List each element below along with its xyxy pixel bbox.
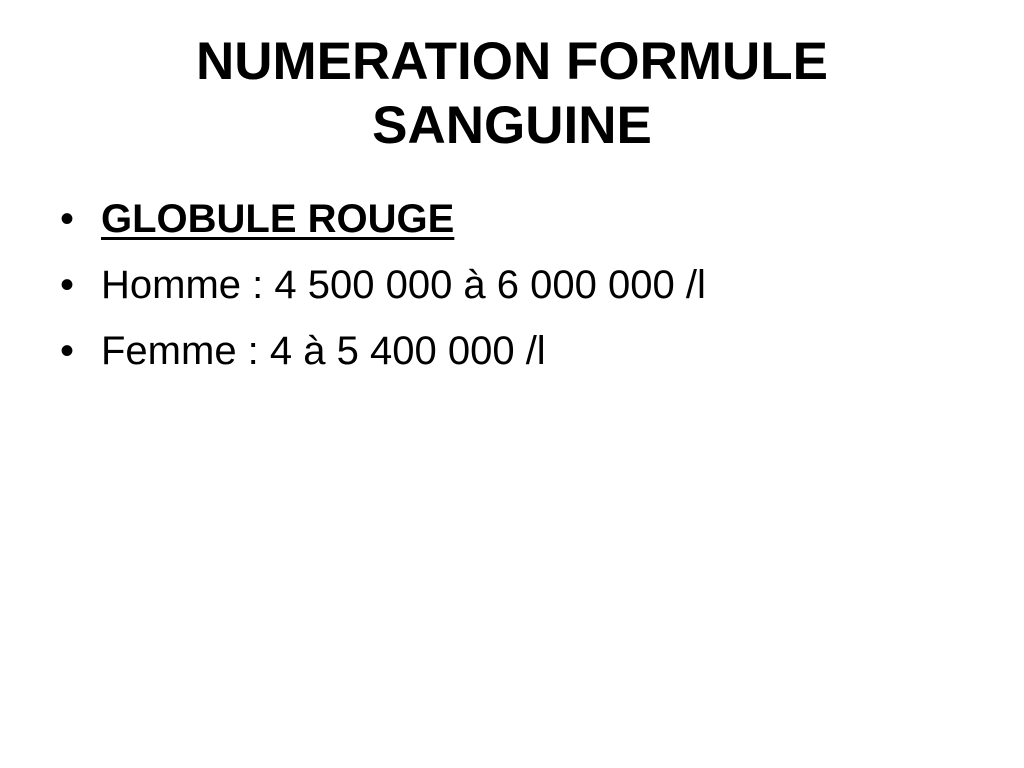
bullet-item-homme [58,252,958,318]
slide-title-line-2: SANGUINE [372,96,652,155]
slide-title [60,30,964,158]
slide-title-line-1: NUMERATION FORMULE [195,32,828,91]
bullet-item-femme [58,318,958,384]
bullet-item-globule-rouge [58,186,958,252]
bullet-list [58,186,958,384]
bullet-text: Homme : 4 500 000 à 6 000 000 /l [101,263,706,307]
bullet-text: Femme : 4 à 5 400 000 /l [101,329,546,373]
bullet-marker: • [60,197,75,241]
bullet-heading: GLOBULE ROUGE [101,197,455,241]
bullet-marker: • [60,263,75,307]
bullet-marker: • [60,329,75,373]
